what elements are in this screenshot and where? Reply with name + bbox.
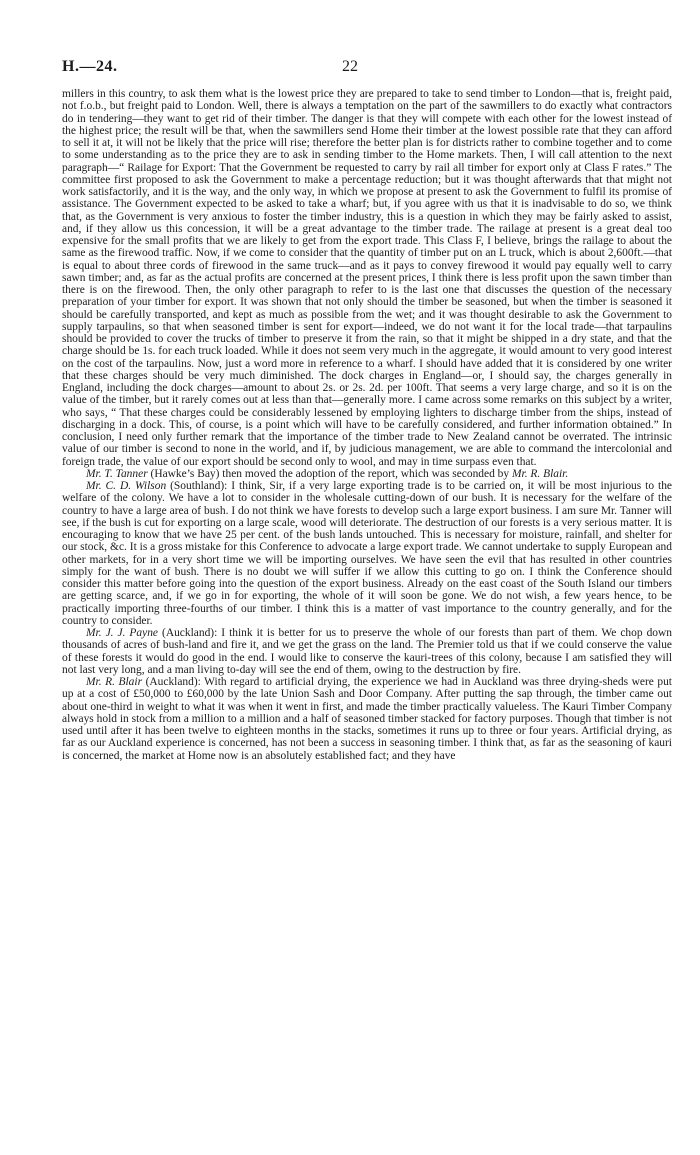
page-number: 22 [342, 58, 358, 75]
paragraph-text: (Auckland): With regard to artificial drying, the experience we had in Auckland was three drying-sheds were put up at a cost of £50,000 to £60,000 by the late Union Sash and Door Company. After putting the sap through, the timber came out about one-third in weight to what it was when it went in first, and made the timber practically valueless. The Kauri Timber Company always hold in stock from a million to a million and a half of seasoned timber stacked for factory purposes. Though that timber is not used until after it has been twelve to eighteen months in the stacks, sometimes it runs up to three or four years. Artificial drying, as far as our Auckland experience is concerned, has not been a success in seasoning timber. I think that, as far as the seasoning of kauri is concerned, the market at Home now is an absolutely established fact; and they have [62, 676, 672, 762]
document-reference: H.—24. [62, 58, 118, 75]
paragraph-blair [62, 676, 672, 762]
paragraph-text: (Auckland): I think it is better for us to preserve the whole of our forests than part of them. We chop down thousands of acres of bush-land and fire it, and we get the grass on the land. The Premier told us that if we could conserve the value of these forests it would do good in the end. I would like to conserve the kauri-trees of this colony, because I am satisfied they will not last very long, and a man living to-day will see the end of them, owing to the destruction by fire. [62, 627, 672, 676]
paragraph-text: (Hawke’s Bay) then moved the adoption of the report, which was seconded by [147, 467, 512, 480]
paragraph-continuation [62, 88, 672, 468]
page-header [62, 58, 670, 80]
speaker-name: Mr. C. D. Wilson [86, 480, 167, 492]
paragraph-wilson [62, 480, 672, 627]
speaker-name: Mr. R. Blair [86, 676, 143, 688]
seconder-name: Mr. R. Blair. [511, 467, 569, 480]
body-text [62, 88, 672, 762]
speaker-name: Mr. T. Tanner [86, 467, 148, 480]
speaker-name: Mr. J. J. Payne [86, 627, 159, 639]
paragraph-text: (Southland): I think, Sir, if a very large exporting trade is to be carried on, it will be most injurious to the welfare of the colony. We have a lot to consider in the wholesale cutting-down of our bush. It is necessary for the welfare of the country to have a large area of bush. I do not think we have forests to develop such a large export business. I am sure Mr. Tanner will see, if the bush is cut for exporting on a large scale, wood will deteriorate. The destruction of our forests is a very serious matter. It is encouraging to know that we have 25 per cent. of the bush lands untouched. This is necessary for moisture, rainfall, and shelter for our stock, &c. It is a gross mistake for this Conference to advocate a large export trade. We cannot undertake to supply European and other markets, for in a very short time we will be importing ourselves. We have seen the evil that has resulted in other countries simply for the want of bush. There is no doubt we will suffer if we allow this cutting to go on. I think the Conference should consider this matter before going into the question of the export business. Already on the east coast of the South Island our timbers are getting scarce, and, if we go in for exporting, the whole of it will soon be gone. We do not wish, a few years hence, to be practically importing three-fourths of our timber. I think this is a matter of vast importance to the country generally, and for the country to consider. [62, 480, 672, 627]
paragraph-payne [62, 627, 672, 676]
paragraph-tanner [62, 468, 672, 480]
paragraph-text: millers in this country, to ask them what is the lowest price they are prepared to take to send timber to London—that is, freight paid, not f.o.b., but freight paid to London. Well, there is always a temptation on the part of the sawmillers to do exactly what contractors do in tendering—they want to get rid of their timber. The danger is that they will compete with each other for the lowest instead of the highest price; the result will be that, when the sawmillers send Home their timber at the lowest possible rate that they can afford to sell it at, it will not be likely that the price will rise; therefore the better plan is for districts rather to combine together and to come to some understanding as to the price they are to ask in sending timber to the Home markets. Then, I will call attention to the next paragraph—“ Railage for Export: That the Government be requested to carry by rail all timber for export only at Class F rates.” The committee first proposed to ask the Government to make a percentage reduction; but it was thought afterwards that that might not work satisfactorily, and it is the way, and the only way, in which we propose at present to ask the Government to fulfil its promise of assistance. The Government expected to be asked to take a wharf; but, if you agree with us that it is inadvisable to do so, we think that, as the Government is very anxious to foster the timber industry, this is a question in which they may be fairly asked to assist, and, if they allow us this concession, it will be a great advantage to the timber trade. The railage at present is a great deal too expensive for the small profits that we are likely to get from the export trade. This Class F, I believe, brings the railage to about the same as the firewood traffic. Now, if we come to consider that the quantity of timber put on an L truck, which is about 2,600ft.—that is equal to about three cords of firewood in the same truck—and as it pays to convey firewood it would pay equally well to carry sawn timber; and, as far as the actual profits are concerned at the present prices, I think there is less profit upon the sawn timber than there is on the firewood. Then, the only other paragraph to refer to is the last one that discusses the question of the necessary preparation of your timber for export. It was shown that not only should the timber be seasoned, but when the timber is seasoned it should be carefully transported, and kept as much as possible from the wet; and it was thought desirable to ask the Government to supply tarpaulins, so that when seasoned timber is sent for export—indeed, we do not want it for the local trade—that tarpaulins should be provided to cover the trucks of timber to preserve it from the rain, so that it might be shipped in a dry state, and that the charge should be 1s. for each truck loaded. While it does not seem very much in the aggregate, it would amount to very good interest on the cost of the tarpaulins. Now, just a word more in reference to a wharf. I should have added that it is considered by one writer that these charges should be very much diminished. The dock charges in England—or, I should say, the charges generally in England, including the dock charges—amount to about 2s. or 2s. 2d. per 100ft. That seems a very large charge, and so it is on the value of the timber, but it rarely comes out at less than that—generally more. I came across some remarks on this subject by a writer, who says, “ That these charges could be considerably lessened by employing lighters to discharge timber from the ships, instead of discharging in a dock. This, of course, is a point which will have to be carefully considered, and further information obtained.” In conclusion, I need only further remark that the importance of the timber trade to New Zealand cannot be overrated. The intrinsic value of our timber is second to none in the world, and if, by judicious management, we are able to command the intercolonial and foreign trade, the value of our export should be second only to wool, and may in time surpass even that. [62, 88, 672, 468]
